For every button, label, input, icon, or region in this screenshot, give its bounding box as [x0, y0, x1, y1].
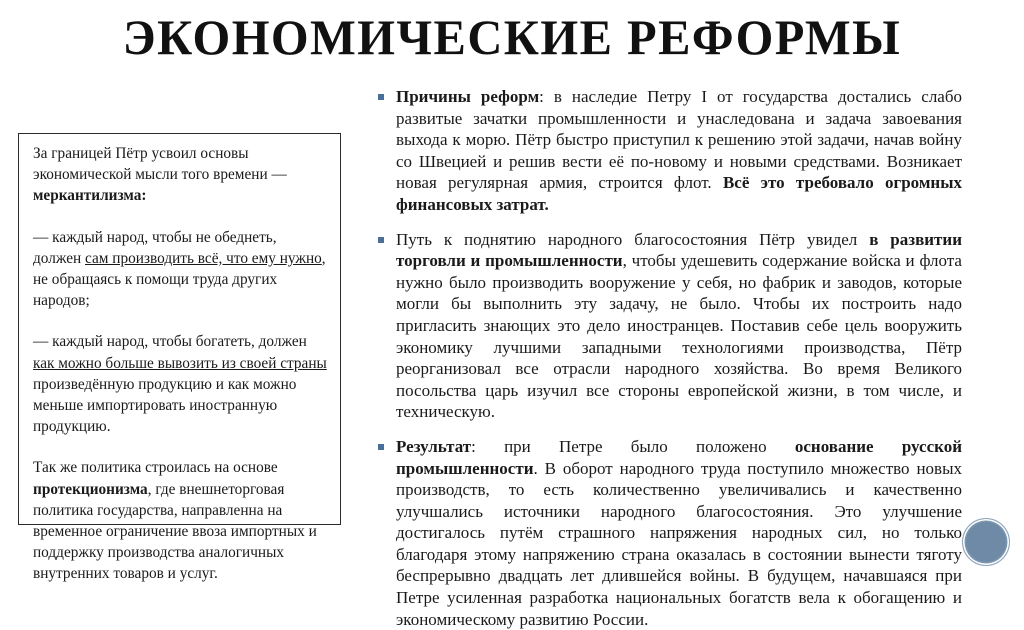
square-bullet-icon — [378, 94, 384, 100]
bullet-3-lead: Результат — [396, 436, 472, 456]
left-box-p2-underlined: сам производить всё, что ему нужно — [85, 249, 322, 267]
bullet-text-path — [396, 229, 962, 423]
page-title: ЭКОНОМИЧЕСКИЕ РЕФОРМЫ — [122, 9, 902, 65]
left-box-p2-lead: — каждый народ, чтобы не обеднеть, должен — [33, 228, 277, 267]
bullet-3-body-1: : при Петре было положено — [471, 436, 795, 456]
left-box-p4-term: протекционизма — [33, 480, 148, 498]
bullet-2-body-1: Путь к поднятию народного благосостояния Пётр увидел — [396, 229, 870, 249]
watermark-badge-icon — [962, 518, 1010, 566]
list-item — [374, 436, 962, 630]
list-item — [374, 86, 962, 216]
left-box-paragraph-4 — [33, 457, 328, 584]
bullet-3-emphasis: основание русской промышленности — [396, 436, 962, 478]
square-bullet-icon — [378, 444, 384, 450]
bullet-1-lead: Причины реформ — [396, 87, 540, 106]
left-box-p2-tail: , не обращаясь к помощи труда других народов; — [33, 249, 326, 310]
bullet-text-result — [396, 436, 962, 630]
left-box-p4-lead: Так же политика строилась на основе — [33, 459, 278, 477]
bullet-2-body-2: , чтобы удешевить содержание войска и флота нужно было производить вооружение у себя, но фабрик и заводов, которые могли бы выполнить эту задачу, не было. Чтобы их построить надо пригласить знающих это дело иностранцев. Поставив себе цель вооружить экономику лучшими западными технологиями производства, Пётр реорганизовал все отрасли народного хозяйства. Во время Великого посольства царь изучил все стороны европейской жизни, в том числе, и техническую. — [396, 251, 962, 422]
bullet-3-body-2: . В оборот народного труда поступило множество новых производств, то есть количественно увеличивались и качественно улучшались источники народного благосостояния. Это улучшение достигалось путём страшного напряжения народных сил, но только благодаря этому напряжению страна оказалась в состоянии вынести тяготу беспрерывно двадцать лет длившейся войны. В будущем, начавшаяся при Петре усиленная разработка национальных богатств вела к обогащению и экономическому развитию России. — [396, 458, 962, 629]
left-box-p1-term: меркантилизма: — [33, 187, 147, 205]
reforms-bullet-list — [374, 86, 962, 630]
list-item — [374, 229, 962, 423]
mercantilism-info-box — [18, 133, 341, 583]
left-box-p4-tail: , где внешнеторговая политика государства, направленна на временное ограничение ввоза импортных и поддержку производства аналогичных внутренних товаров и услуг. — [33, 480, 317, 583]
left-box-paragraph-3 — [33, 331, 328, 437]
bullet-1-body-1: : в наследие Петру I от государства достались слабо развитые зачатки промышленности и унаследована и задача завоевания выхода к морю. Пётр быстро приступил к решению этой задачи, начав войну со Швецией и решив вести её по-новому и новыми средствами. Возникает новая регулярная армия, строится флот. — [396, 87, 963, 193]
left-box-p1-text: За границей Пётр усвоил основы экономической мысли того времени — — [33, 145, 287, 184]
square-bullet-icon — [378, 237, 384, 243]
left-box-paragraph-2 — [33, 227, 328, 312]
bullet-1-emphasis: Всё это требовало огромных финансовых затрат. — [396, 173, 962, 214]
left-box-p3-tail: произведённую продукцию и как можно меньше импортировать иностранную продукцию. — [33, 375, 297, 436]
left-box-p3-lead: — каждый народ, чтобы богатеть, должен — [33, 333, 307, 351]
bullet-text-causes — [396, 86, 962, 216]
left-box-p3-underlined: как можно больше вывозить из своей страны — [33, 354, 327, 372]
left-box-paragraph-1 — [33, 143, 328, 207]
bullet-2-emphasis: в развитии торговли и промышленности — [396, 229, 962, 271]
